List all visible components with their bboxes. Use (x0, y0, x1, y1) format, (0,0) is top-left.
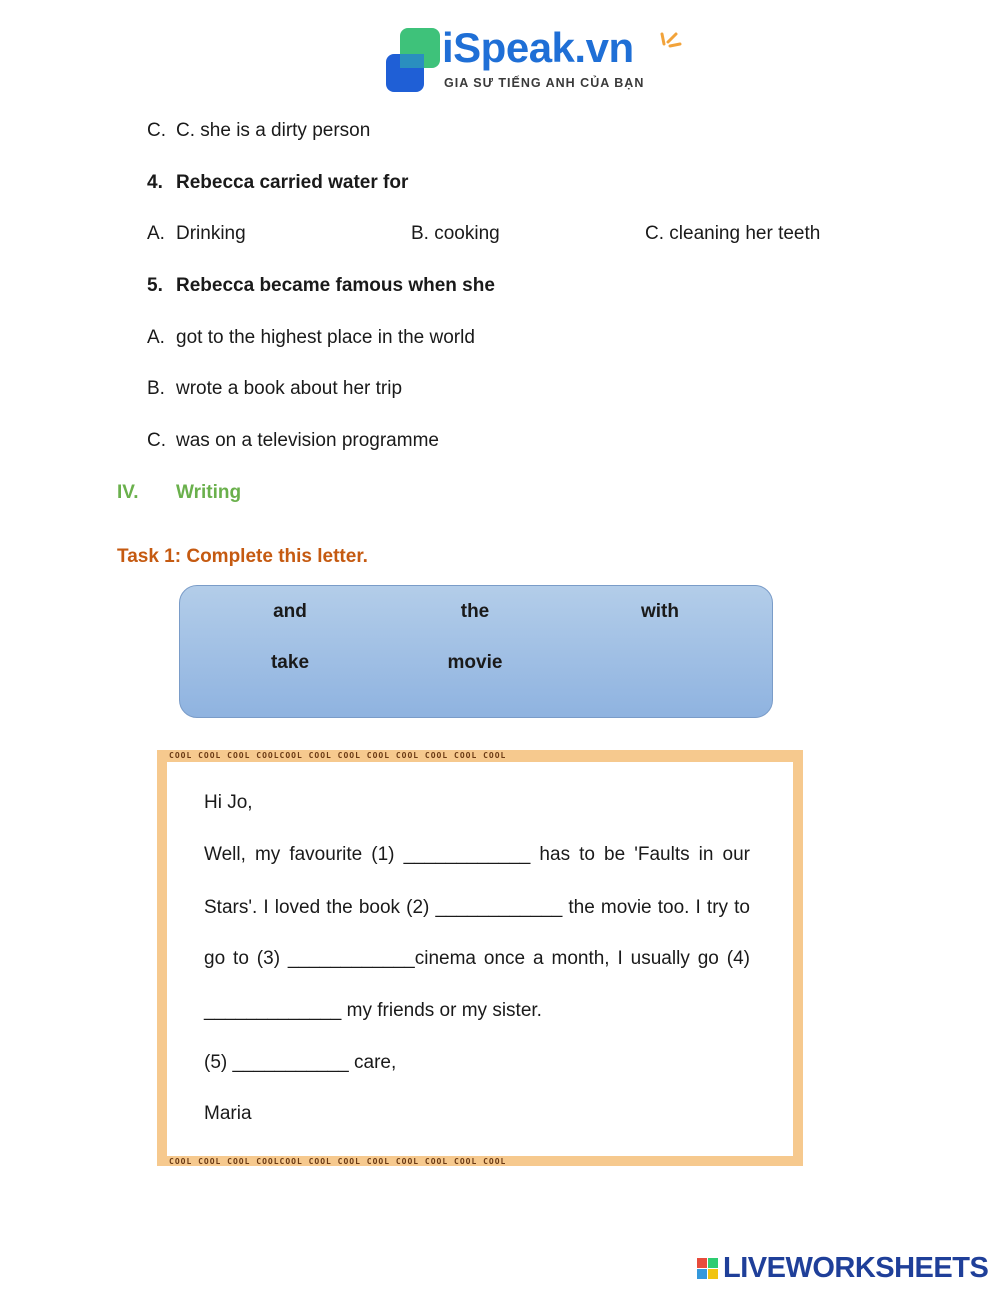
task-title: Task 1: Complete this letter. (117, 546, 368, 567)
q5-option-c-text: was on a television programme (176, 430, 439, 451)
q4-option-a-letter: A. (147, 223, 165, 244)
q3-option-c-letter: C. (147, 120, 166, 141)
q3-option-c-text: C. she is a dirty person (176, 120, 371, 141)
letter-signature: Maria (204, 1103, 252, 1124)
letter-greeting: Hi Jo, (204, 792, 253, 813)
q5-number: 5. (147, 275, 163, 296)
frame-border-top: COOL COOL COOL COOLCOOL COOL COOL COOL COOL COOL COOL COOL (169, 751, 507, 760)
q5-option-b-text: wrote a book about her trip (176, 378, 403, 399)
q5-question: Rebecca became famous when she (176, 275, 495, 296)
section-number: IV. (117, 482, 139, 503)
word-movie: movie (447, 652, 503, 673)
word-the: the (460, 601, 490, 622)
liveworksheets-icon (697, 1258, 719, 1280)
logo-text: iSpeak.vn (442, 24, 634, 71)
section-title: Writing (176, 482, 242, 503)
q5-option-c-letter: C. (147, 430, 166, 451)
q4-option-b-text: B. cooking (411, 223, 500, 244)
letter-closing: (5) ___________ care, (204, 1052, 397, 1073)
logo-square-overlap (400, 54, 424, 68)
q5-option-a-letter: A. (147, 327, 165, 348)
letter-line-2: Stars'. I loved the book (2) ____________ the movie too. I try to (204, 897, 750, 918)
logo-tagline: GIA SƯ TIẾNG ANH CỦA BẠN (444, 76, 645, 90)
word-take: take (270, 652, 310, 673)
q4-option-c-text: C. cleaning her teeth (645, 223, 821, 244)
letter-line-3: go to (3) ____________cinema once a month, I usually go (4) (204, 948, 750, 969)
q4-option-a-text: Drinking (176, 223, 246, 244)
frame-border-bottom: COOL COOL COOL COOLCOOL COOL COOL COOL COOL COOL COOL COOL (169, 1157, 507, 1166)
word-and: and (273, 601, 307, 622)
letter-line-1: Well, my favourite (1) ____________ has to be 'Faults in our (204, 844, 750, 865)
ispeak-logo (384, 26, 684, 96)
liveworksheets-brand: LIVEWORKSHEETS (723, 1252, 989, 1284)
letter-line-4: _____________ my friends or my sister. (204, 1000, 542, 1021)
q5-option-b-letter: B. (147, 378, 165, 399)
q4-number: 4. (147, 172, 163, 193)
q5-option-a-text: got to the highest place in the world (176, 327, 475, 348)
sparkle-icon (660, 28, 682, 50)
word-with: with (641, 601, 679, 622)
q4-question: Rebecca carried water for (176, 172, 409, 193)
word-box (179, 585, 773, 718)
